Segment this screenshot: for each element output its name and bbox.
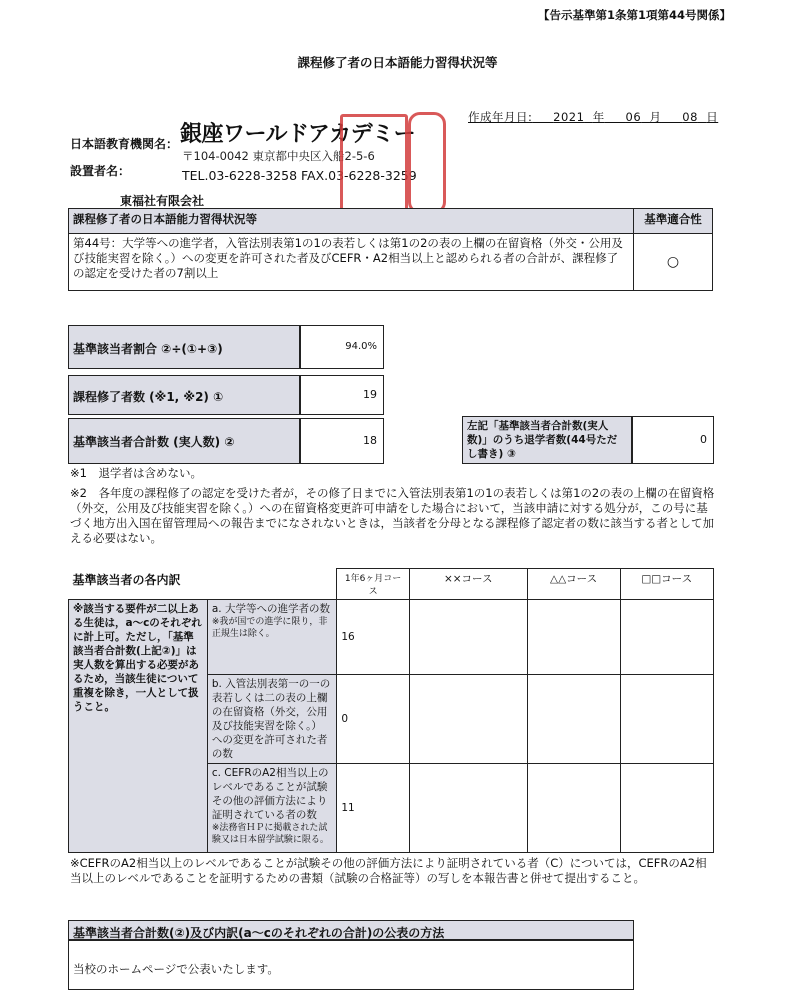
document-title: 課程修了者の日本語能力習得状況等 <box>297 55 498 70</box>
red-seal-stamp-vertical <box>408 112 446 214</box>
creation-date <box>468 109 718 125</box>
withdrawn-value: 0 <box>632 416 714 464</box>
breakdown-note: ※該当する要件が二以上ある生徒は，a〜cのそれぞれに計上可。ただし，「基準該当者合計数(上記②)」は実人数を算出する必要があるため，当該生徒について重複を除き，一人として扱うこと。 <box>69 600 208 853</box>
publish-content: 当校のホームページで公表いたします。 <box>68 940 634 990</box>
row-c-value <box>527 764 620 853</box>
date-label: 作成年月日: <box>468 110 533 124</box>
row-c-value <box>409 764 527 853</box>
row-c-text: c. CEFRのA2相当以上のレベルであることが試験その他の評価方法により証明されている者の数 <box>211 767 329 821</box>
conformity-header: 基準適合性 <box>634 209 713 234</box>
row-a-sub: ※我が国での進学に限り，非正規生は除く。 <box>211 617 328 639</box>
date-day-unit: 日 <box>706 110 719 124</box>
red-seal-stamp <box>340 114 408 212</box>
institution-name: 銀座ワールドアカデミー <box>180 122 416 147</box>
breakdown-title: 基準該当者の各内訳 <box>69 569 337 600</box>
row-b-value <box>409 675 527 764</box>
row-b-value: 0 <box>337 675 409 764</box>
row-a-value: 16 <box>337 600 409 675</box>
row-a-value <box>620 600 714 675</box>
row-a-label <box>207 600 336 675</box>
note-2: ※2 各年度の課程修了の認定を受けた者が，その修了日までに入管法別表第1の1の表若しくは第1の2の表の上欄の在留資格（外交，公用及び技能実習を除く。）への在留資格変更許可申請をした場合において，当該申請に対する処分が，この号に基づく地方出入国在留管理局への報告までになされないときは，当該者を分母となる課程修了認定者の数に該当する者として加える必要はない。 <box>70 486 715 545</box>
establisher-name: 東福社有限会社 <box>120 194 205 208</box>
completers-value: 19 <box>300 375 384 415</box>
date-day: 08 <box>682 110 698 124</box>
row-b-value <box>527 675 620 764</box>
date-month-unit: 月 <box>649 110 662 124</box>
row-c-label <box>207 764 336 853</box>
eligible-value: 18 <box>300 418 384 464</box>
course-header: □□コース <box>620 569 714 600</box>
date-year: 2021 <box>553 110 585 124</box>
row-c-sub: ※法務省ＨＰに掲載された試験又は日本留学試験に限る。 <box>211 823 329 845</box>
date-month: 06 <box>625 110 642 124</box>
note-1: ※1 退学者は含めない。 <box>70 466 202 480</box>
row-a-value <box>527 600 620 675</box>
row-b-label: b. 入管法別表第一の一の表若しくは二の表の上欄の在留資格（外交，公用及び技能実習を除く。）への変更を許可された者の数 <box>207 675 336 764</box>
rate-value: 94.0% <box>300 325 384 369</box>
row-b-value <box>620 675 714 764</box>
status-table <box>68 208 713 291</box>
institution-label: 日本語教育機関名： <box>70 137 179 151</box>
institution-tel: TEL.03-6228-3258 FAX.03-6228-3259 <box>182 168 417 183</box>
establisher-label: 設置者名： <box>70 164 131 178</box>
conformity-mark: ○ <box>634 234 713 291</box>
cefr-note: ※CEFRのA2相当以上のレベルであることが試験その他の評価方法により証明されている者（C）については，CEFRのA2相当以上のレベルであることを証明するための書類（試験の合格証等）の写しを本報告書と併せて提出すること。 <box>70 856 707 885</box>
row-c-value: 11 <box>337 764 409 853</box>
institution-address: 〒104-0042 東京都中央区入船2-5-6 <box>182 149 375 163</box>
date-year-unit: 年 <box>592 110 605 124</box>
course-header: ××コース <box>409 569 527 600</box>
eligible-label: 基準該当者合計数 (実人数) ② <box>68 418 300 464</box>
withdrawn-label: 左記「基準該当者合計数(実人数)」のうち退学者数(44号ただし書き) ③ <box>462 416 632 464</box>
completers-label: 課程修了者数 (※1, ※2) ① <box>68 375 300 415</box>
header-reference: 【告示基準第1条第1項第44号関係】 <box>537 8 731 22</box>
rate-label: 基準該当者割合 ②÷(①+③) <box>68 325 300 369</box>
course-header: △△コース <box>527 569 620 600</box>
status-description: 第44号：大学等への進学者，入管法別表第1の1の表若しくは第1の2の表の上欄の在留資格（外交・公用及び技能実習を除く。）への変更を許可された者及びCEFR・A2相当以上と認められる者の合計が、課程修了の認定を受けた者の7割以上 <box>69 234 634 291</box>
row-a-text: a. 大学等への進学者の数 <box>211 603 330 615</box>
course-header: 1年6ヶ月コース <box>337 569 409 600</box>
row-c-value <box>620 764 714 853</box>
breakdown-table <box>68 568 714 853</box>
row-a-value <box>409 600 527 675</box>
publish-title: 基準該当者合計数(②)及び内訳(a〜cのそれぞれの合計)の公表の方法 <box>68 920 634 940</box>
status-header: 課程修了者の日本語能力習得状況等 <box>69 209 634 234</box>
